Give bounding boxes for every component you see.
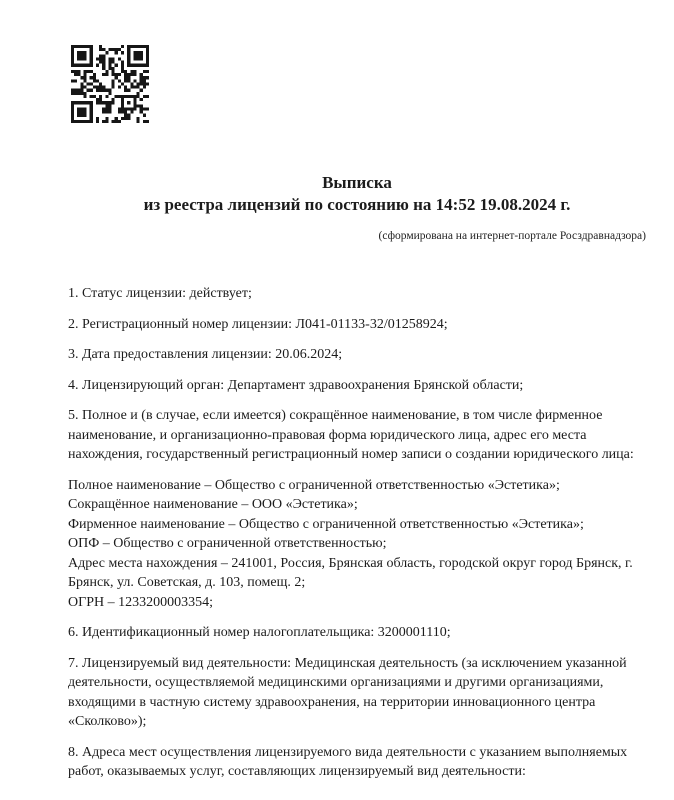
title-line-1: Выписка (322, 173, 392, 192)
item-3-grant-date: 3. Дата предоставления лицензии: 20.06.2024; (68, 347, 343, 362)
document-body (68, 284, 646, 782)
document-subtitle: (сформирована на интернет-портале Росздравнадзора) (378, 230, 646, 242)
org-short-name: Сокращённое наименование – ООО «Эстетика»; (68, 497, 358, 512)
organization-details (68, 476, 646, 613)
qr-code (71, 45, 149, 123)
title-line-2: из реестра лицензий по состоянию на 14:52 19.08.2024 г. (143, 195, 571, 214)
org-address: Адрес места нахождения – 241001, Россия, Брянская область, городской округ город Брянск, г. Брянск, ул. Советская, д. 103, помещ. 2; (68, 555, 633, 590)
item-2-registration-number: 2. Регистрационный номер лицензии: Л041-01133-32/01258924; (68, 316, 448, 332)
org-brand-name: Фирменное наименование – Общество с ограниченной ответственностью «Эстетика»; (68, 516, 584, 532)
item-4-licensing-authority: 4. Лицензирующий орган: Департамент здравоохранения Брянской области; (68, 377, 524, 393)
qr-finder-dot (77, 51, 86, 60)
item-1-license-status: 1. Статус лицензии: действует; (68, 286, 252, 301)
qr-finder-dot (77, 107, 86, 116)
org-full-name: Полное наименование – Общество с ограниченной ответственностью «Эстетика»; (68, 477, 560, 493)
item-7-licensed-activity: 7. Лицензируемый вид деятельности: Медицинская деятельность (за исключением указанной деятельности, осуществляемой медицинскими организациями и другими организациями, входящими в частную систему здравоохранения, на территории инновационного центра «Сколково»); (68, 655, 627, 729)
qr-finder-dot (133, 51, 142, 60)
org-legal-form: ОПФ – Общество с ограниченной ответственностью; (68, 536, 387, 551)
org-ogrn: ОГРН – 1233200003354; (68, 594, 213, 610)
document-title (68, 172, 646, 216)
item-6-taxpayer-number: 6. Идентификационный номер налогоплательщика: 3200001110; (68, 625, 451, 640)
item-8-activity-addresses: 8. Адреса мест осуществления лицензируемого вида деятельности с указанием выполняемых работ, оказываемых услуг, составляющих лицензируемый вид деятельности: (68, 744, 628, 779)
item-5-names-heading: 5. Полное и (в случае, если имеется) сокращённое наименование, в том числе фирменное наименование, и организационно-правовая форма юридического лица, адрес его места нахождения, государственный регистрационный номер записи о создании юридического лица: (68, 408, 634, 462)
